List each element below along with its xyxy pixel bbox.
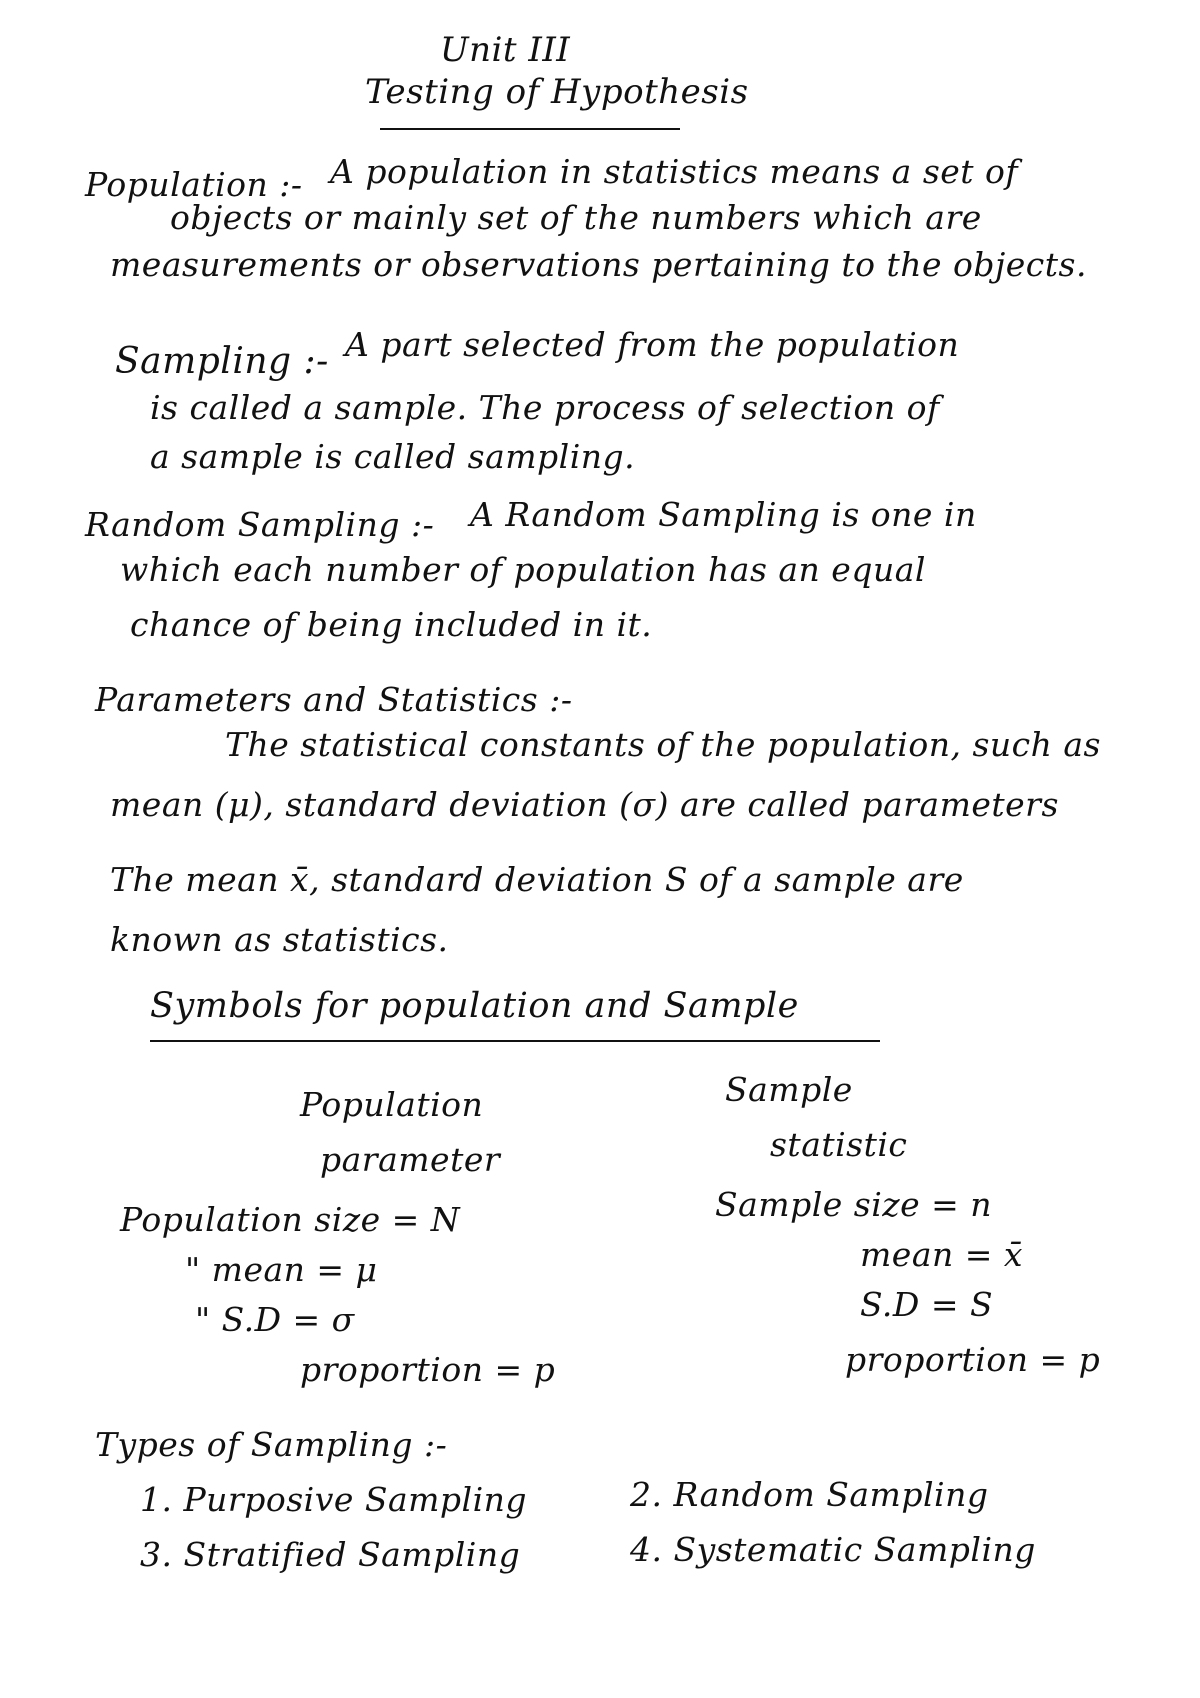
random-sampling-term: Random Sampling :- <box>85 505 435 544</box>
population-line-3: measurements or observations pertaining to the objects. <box>110 245 1087 284</box>
population-line-2: objects or mainly set of the numbers which are <box>170 198 982 237</box>
sampling-line-2: is called a sample. The process of selection of <box>150 388 940 427</box>
parameters-line-2: mean (μ), standard deviation (σ) are called parameters <box>110 785 1059 824</box>
sampling-term: Sampling :- <box>115 341 329 382</box>
random-sampling-line-1: A Random Sampling is one in <box>470 495 977 534</box>
sample-row-mean: mean = x̄ <box>860 1235 1023 1274</box>
population-line-1: A population in statistics means a set of <box>330 152 1019 191</box>
parameters-line-3: The mean x̄, standard deviation S of a sample are <box>110 860 964 899</box>
random-sampling-line-2: which each number of population has an equal <box>120 550 926 589</box>
sample-row-proportion: proportion = p <box>845 1340 1101 1379</box>
unit-label: Unit III <box>440 30 571 70</box>
sampling-line-1: A part selected from the population <box>345 325 960 364</box>
symbols-heading: Symbols for population and Sample <box>150 986 799 1026</box>
population-row-size: Population size = N <box>120 1200 461 1239</box>
population-column-head: Population <box>300 1085 484 1124</box>
sample-row-sd: S.D = S <box>860 1285 994 1324</box>
sample-column-head: Sample <box>725 1070 853 1109</box>
page-title: Testing of Hypothesis <box>365 72 749 112</box>
sample-column-sub: statistic <box>770 1125 908 1164</box>
random-sampling-line-3: chance of being included in it. <box>130 605 653 644</box>
types-heading: Types of Sampling :- <box>95 1425 448 1464</box>
population-column-sub: parameter <box>320 1140 501 1179</box>
parameters-line-1: The statistical constants of the population, such as <box>225 725 1101 764</box>
population-row-sd: " S.D = σ <box>195 1300 355 1339</box>
population-row-mean: " mean = μ <box>185 1250 378 1289</box>
title-underline <box>380 128 680 130</box>
types-item-4: 4. Systematic Sampling <box>630 1530 1036 1569</box>
parameters-line-4: known as statistics. <box>110 920 449 959</box>
population-row-proportion: proportion = p <box>300 1350 556 1389</box>
types-item-2: 2. Random Sampling <box>630 1475 989 1514</box>
symbols-underline <box>150 1040 880 1042</box>
sample-row-size: Sample size = n <box>715 1185 993 1224</box>
types-item-1: 1. Purposive Sampling <box>140 1480 528 1519</box>
types-item-3: 3. Stratified Sampling <box>140 1535 521 1574</box>
population-term: Population :- <box>85 165 303 204</box>
parameters-heading: Parameters and Statistics :- <box>95 680 573 719</box>
sampling-line-3: a sample is called sampling. <box>150 437 636 476</box>
